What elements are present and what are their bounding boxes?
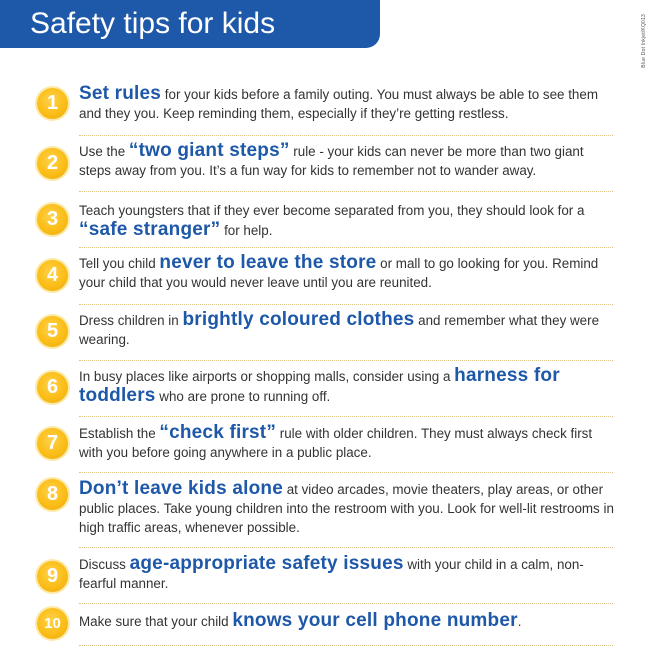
divider xyxy=(79,247,613,248)
tip-text-post: rule - your kids can never be more than two giant steps away from you. It’s a fun way for kids to remember not to wander away. xyxy=(79,144,584,178)
divider xyxy=(79,416,613,417)
tip-highlight: knows your cell phone number xyxy=(232,610,518,631)
divider xyxy=(79,360,613,361)
tip-highlight: brightly coloured clothes xyxy=(182,309,415,330)
tip-text-3 xyxy=(79,201,619,240)
page-title: Safety tips for kids xyxy=(30,7,276,40)
tip-text-pre: Dress children in xyxy=(79,313,183,328)
tip-text-pre: Teach youngsters that if they ever become separated from you, they should look for a xyxy=(79,203,585,218)
divider xyxy=(79,304,613,305)
divider xyxy=(79,135,613,136)
tip-text-post: who are prone to running off. xyxy=(155,389,331,404)
number-badge-2: 2 xyxy=(37,148,68,179)
tip-highlight: age-appropriate safety issues xyxy=(129,553,404,574)
tip-highlight: harness for toddlers xyxy=(79,365,560,406)
tip-text-8 xyxy=(79,479,619,537)
number-badge-5: 5 xyxy=(37,316,68,347)
tip-text-pre: In busy places like airports or shopping malls, consider using a xyxy=(79,369,455,384)
number-badge-6: 6 xyxy=(37,372,68,403)
divider xyxy=(79,472,613,473)
divider xyxy=(79,645,613,646)
tip-text-2 xyxy=(79,141,619,180)
number-badge-8: 8 xyxy=(37,479,68,510)
tip-text-pre: Tell you child xyxy=(79,256,160,271)
tip-highlight: Don’t leave kids alone xyxy=(79,478,283,499)
tip-text-6 xyxy=(79,366,619,406)
tip-text-pre: Discuss xyxy=(79,557,130,572)
tip-text-post: or mall to go looking for you. Remind your child that you would never leave until you are reunited. xyxy=(79,256,599,290)
tip-text-post: . xyxy=(517,614,522,629)
number-badge-9: 9 xyxy=(37,561,68,592)
divider xyxy=(79,603,613,604)
tip-text-post: with your child in a calm, non-fearful manner. xyxy=(79,557,584,591)
tip-text-1 xyxy=(79,84,619,123)
number-badge-4: 4 xyxy=(37,260,68,291)
image-credit: Blue Dot Inkjet/KQ013 xyxy=(641,14,647,68)
divider xyxy=(79,191,613,192)
divider xyxy=(79,547,613,548)
tip-text-pre: Establish the xyxy=(79,426,160,441)
number-badge-10: 10 xyxy=(37,608,68,639)
tip-text-4 xyxy=(79,253,619,292)
tip-highlight: “two giant steps” xyxy=(128,140,290,161)
number-badge-1: 1 xyxy=(37,88,68,119)
tip-text-pre: Use the xyxy=(79,144,129,159)
number-badge-3: 3 xyxy=(37,204,68,235)
number-badge-7: 7 xyxy=(37,428,68,459)
tip-text-9 xyxy=(79,554,619,593)
tip-text-post: and remember what they were wearing. xyxy=(79,313,600,347)
tip-text-10 xyxy=(79,611,619,631)
tip-highlight: Set rules xyxy=(79,83,162,104)
tip-highlight: “check first” xyxy=(159,422,277,443)
header-banner xyxy=(0,0,380,48)
tip-text-post: for your kids before a family outing. You must always be able to see them and they you. Keep reminding them, especially if they’re getting restless. xyxy=(79,87,598,121)
tip-text-5 xyxy=(79,310,619,349)
tip-text-post: for help. xyxy=(220,223,273,238)
tip-text-post: at video arcades, movie theaters, play areas, or other public places. Take young children into the restroom with you. Look for well-lit restrooms in high traffic areas, whenever possible. xyxy=(79,482,614,535)
tip-highlight: never to leave the store xyxy=(159,252,377,273)
tip-text-post: rule with older children. They must always check first with you before going anywhere in a public place. xyxy=(79,426,593,460)
tip-text-7 xyxy=(79,423,619,462)
tip-highlight: “safe stranger” xyxy=(79,219,221,240)
tip-text-pre: Make sure that your child xyxy=(79,614,233,629)
